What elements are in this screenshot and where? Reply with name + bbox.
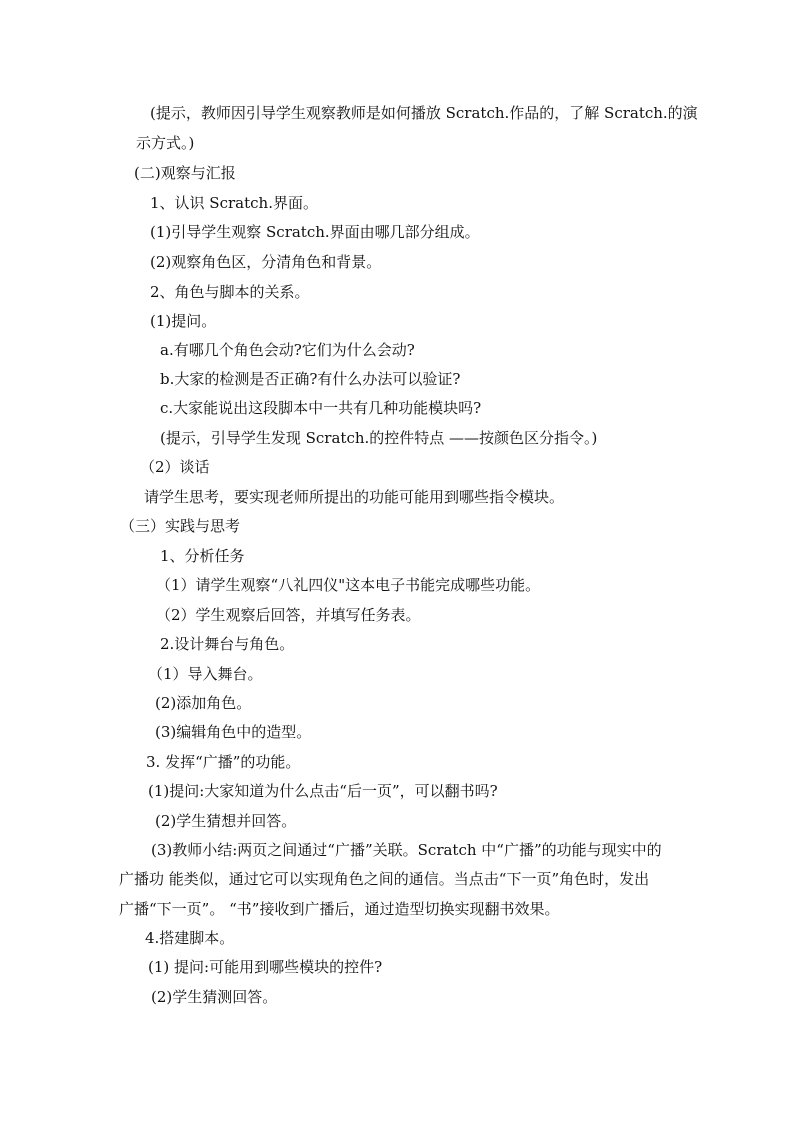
text-line: a.有哪几个角色会动?它们为什么会动? <box>160 341 415 359</box>
text-line: (2)学生猜想并回答。 <box>155 812 297 830</box>
text-line: (1) 提问:可能用到哪些模块的控件? <box>148 958 383 976</box>
text-line: （1）导入舞台。 <box>148 665 263 683</box>
text-line: (2)学生猜测回答。 <box>151 988 278 1006</box>
text-line: (2)添加角色。 <box>155 694 252 712</box>
text-line: 1、分析任务 <box>160 547 245 565</box>
text-line: (提示，引导学生发现 Scratch.的控件特点 ——按颜色区分指令。) <box>160 429 598 447</box>
section-heading: (二)观察与汇报 <box>134 164 236 182</box>
text-line: 2、角色与脚本的关系。 <box>150 283 310 301</box>
text-line: (提示，教师因引导学生观察教师是如何播放 Scratch.作品的，了解 Scratch.的演 <box>150 104 698 122</box>
text-line: （2）谈话 <box>140 458 210 476</box>
text-line: 示方式。) <box>136 134 195 152</box>
text-line: 1、认识 Scratch.界面。 <box>150 194 318 212</box>
text-line: (3)教师小结:两页之间通过“广播”关联。Scratch 中“广播”的功能与现实中的 <box>151 841 662 859</box>
text-line: 4.搭建脚本。 <box>145 929 235 947</box>
text-line: 广播“下一页”。 “书”接收到广播后，通过造型切换实现翻书效果。 <box>119 900 560 918</box>
section-heading: （三）实践与思考 <box>120 517 241 535</box>
text-line: 请学生思考，要实现老师所提出的功能可能用到哪些指令模块。 <box>144 488 565 506</box>
text-line: c.大家能说出这段脚本中一共有几种功能模块吗? <box>160 399 482 417</box>
text-line: 2.设计舞台与角色。 <box>160 635 295 653</box>
text-line: b.大家的检测是否正确?有什么办法可以验证? <box>160 370 461 388</box>
text-line: 3. 发挥“广播”的功能。 <box>146 753 301 771</box>
text-line: （2）学生观察后回答，并填写任务表。 <box>156 606 421 624</box>
text-line: (3)编辑角色中的造型。 <box>155 723 312 741</box>
text-line: (1)提问。 <box>150 312 217 330</box>
text-line: (1)引导学生观察 Scratch.界面由哪几部分组成。 <box>150 223 480 241</box>
text-line: （1）请学生观察“八礼四仪"这本电子书能完成哪些功能。 <box>156 576 541 594</box>
text-line: (2)观察角色区，分清角色和背景。 <box>150 253 382 271</box>
text-line: 广播功 能类似，通过它可以实现角色之间的通信。当点击“下一页”角色时，发出 <box>119 870 650 888</box>
text-line: (1)提问:大家知道为什么点击“后一页”，可以翻书吗? <box>148 782 498 800</box>
